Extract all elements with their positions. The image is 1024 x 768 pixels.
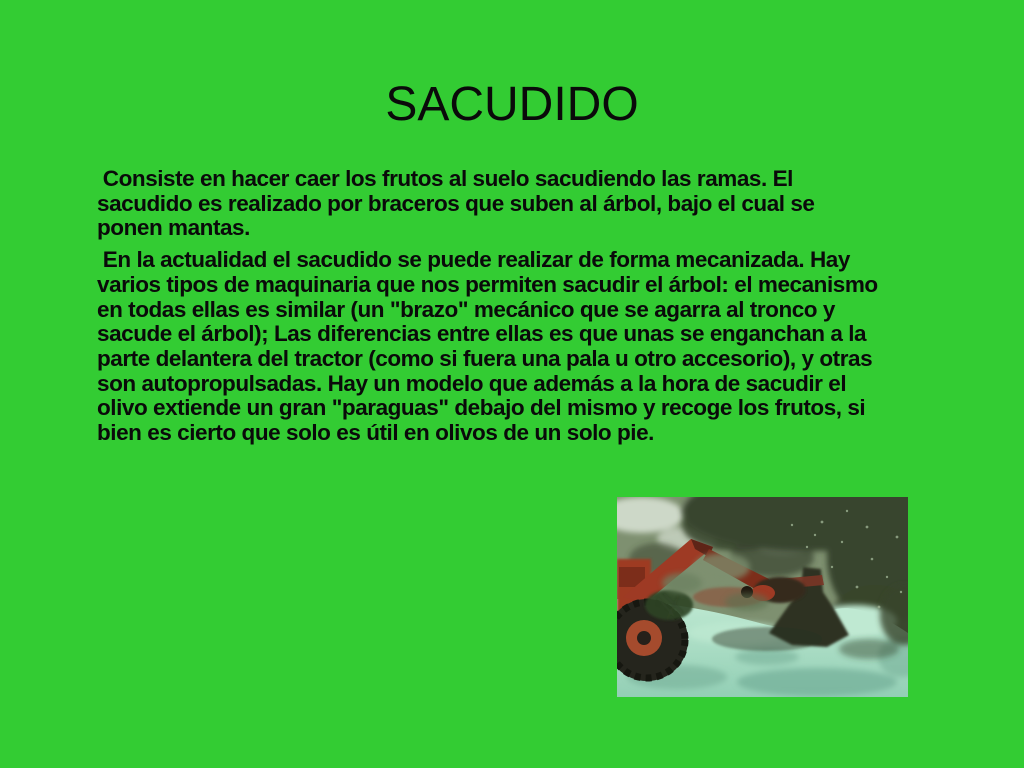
foreground-shrub [645,590,693,620]
slide-title: SACUDIDO [385,78,639,131]
text-line: varios tipos de maquinaria que nos permiten sacudir el árbol: el mecanismo [97,271,878,297]
text-line: ponen mantas. [97,215,250,241]
tractor-shaking-olive-tree-photo [617,497,908,697]
text-line: Consiste en hacer caer los frutos al suelo sacudiendo las ramas. El [97,166,793,191]
text-line: son autopropulsadas. Hay un modelo que además a la hora de sacudir el [97,370,847,396]
text-line: En la actualidad el sacudido se puede realizar de forma mecanizada. Hay [97,247,850,273]
text-line: bien es cierto que solo es útil en olivos de un solo pie. [97,420,654,446]
text-line: olivo extiende un gran "paraguas" debajo del mismo y recoge los frutos, si [97,395,866,421]
text-line: en todas ellas es similar (un "brazo" mecánico que se agarra al tronco y [97,296,835,322]
text-line: sacudido es realizado por braceros que suben al árbol, bajo el cual se [97,190,815,216]
text-line: parte delantera del tractor (como si fuera una pala u otro accesorio), y otras [97,345,873,371]
paragraph-manual-shaking [97,167,977,241]
slide-body [97,167,977,446]
text-line: sacude el árbol); Las diferencias entre ellas es que unas se enganchan a la [97,321,867,347]
paragraph-mechanized-shaking [97,248,977,446]
